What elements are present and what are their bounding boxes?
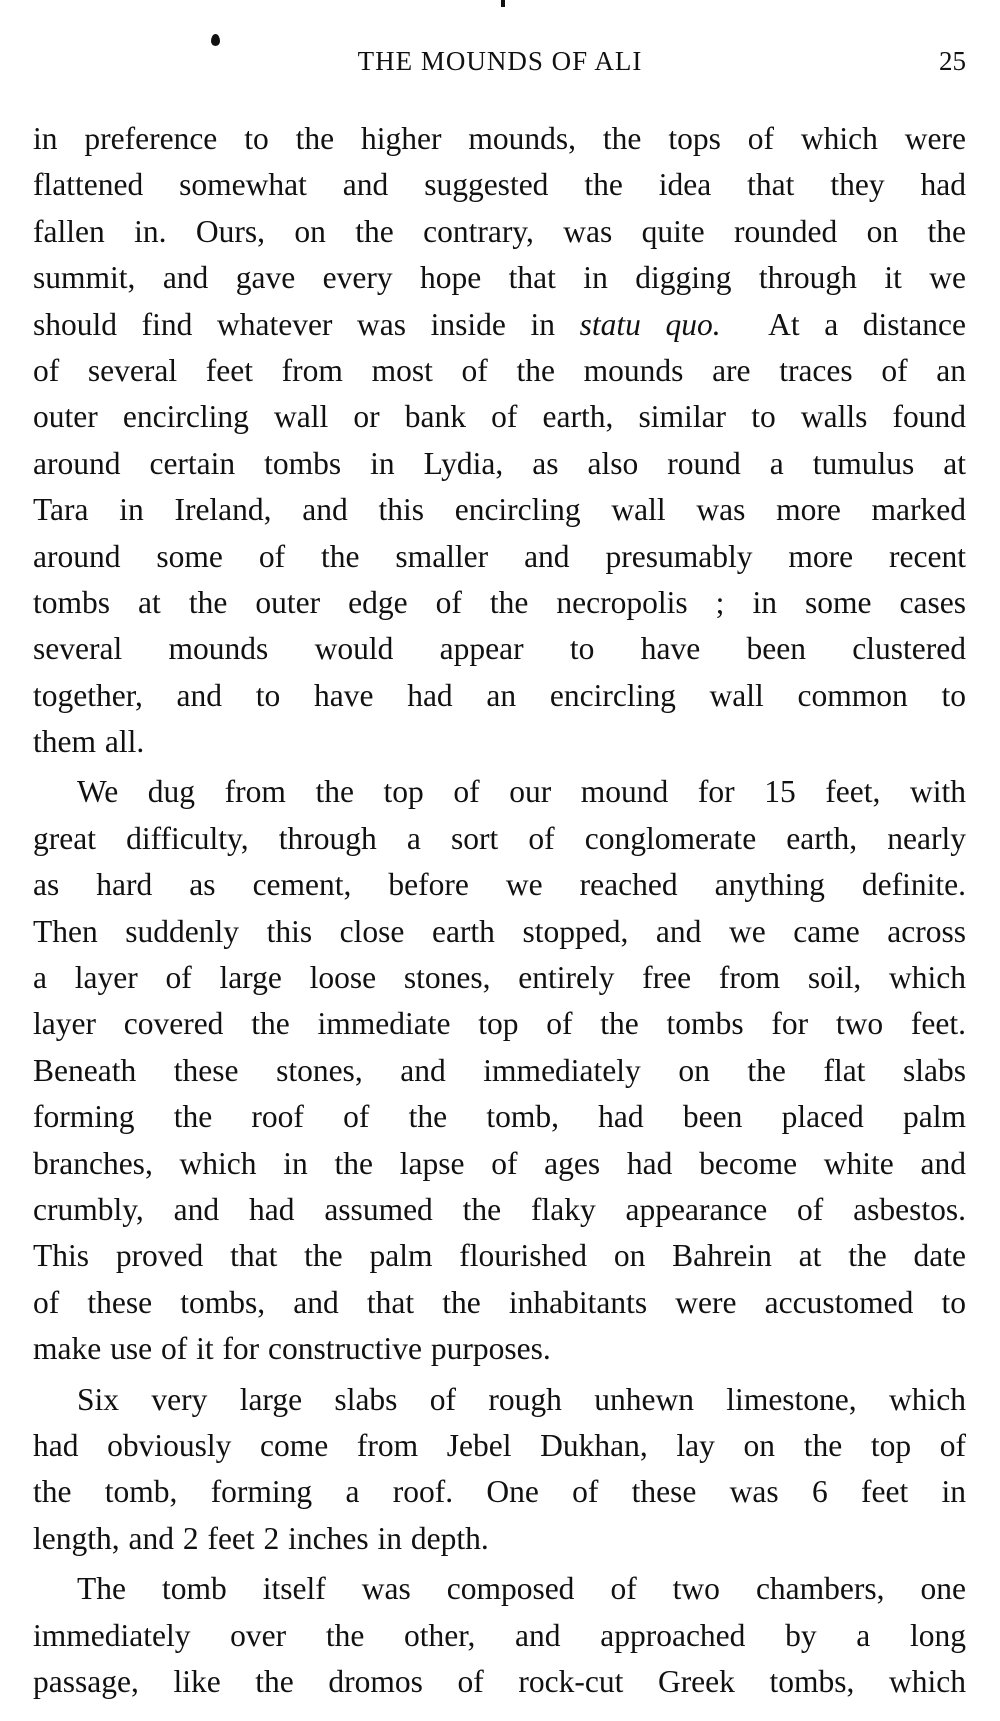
text-line: passage, like the dromos of rock-cut Greek tombs, which bbox=[33, 1663, 966, 1699]
text-line: length, and 2 feet 2 inches in depth. bbox=[33, 1520, 489, 1556]
text-line: crumbly, and had assumed the flaky appearance of asbestos. bbox=[33, 1191, 966, 1227]
text-line: We dug from the top of our mound for 15 feet, with bbox=[77, 774, 966, 810]
paragraph bbox=[33, 1377, 966, 1563]
text-line: This proved that the palm flourished on Bahrein at the date bbox=[33, 1238, 966, 1274]
text-line: of these tombs, and that the inhabitants were accustomed to bbox=[33, 1284, 966, 1320]
text-line: layer covered the immediate top of the tombs for two feet. bbox=[33, 1006, 966, 1042]
running-title: THE MOUNDS OF ALI bbox=[357, 46, 643, 76]
text-line: summit, and gave every hope that in digging through it we bbox=[33, 260, 966, 296]
paragraph bbox=[33, 1566, 966, 1705]
page-number: 25 bbox=[939, 46, 966, 76]
text-line: great difficulty, through a sort of conglomerate earth, nearly bbox=[33, 820, 966, 856]
text-line bbox=[33, 302, 966, 348]
print-mark bbox=[501, 0, 505, 7]
text-line: forming the roof of the tomb, had been placed palm bbox=[33, 1099, 966, 1135]
paragraph bbox=[33, 769, 966, 1372]
page-header bbox=[0, 40, 1000, 80]
page-body bbox=[33, 116, 966, 1709]
text-line: them all. bbox=[33, 724, 145, 760]
text-line: together, and to have had an encircling wall common to bbox=[33, 677, 966, 713]
italic-phrase: statu quo. bbox=[579, 306, 721, 342]
text-segment: At a distance bbox=[720, 306, 966, 342]
paragraph bbox=[33, 116, 966, 765]
text-line: The tomb itself was composed of two chambers, one bbox=[77, 1571, 966, 1607]
text-line: flattened somewhat and suggested the idea that they had bbox=[33, 167, 966, 203]
text-line: in preference to the higher mounds, the tops of which were bbox=[33, 121, 966, 156]
text-line: tombs at the outer edge of the necropolis ; in some cases bbox=[33, 584, 966, 620]
text-line: a layer of large loose stones, entirely free from soil, which bbox=[33, 960, 966, 996]
text-line: outer encircling wall or bank of earth, similar to walls found bbox=[33, 399, 966, 435]
text-line: branches, which in the lapse of ages had become white and bbox=[33, 1145, 966, 1181]
text-line: as hard as cement, before we reached anything definite. bbox=[33, 867, 966, 903]
text-line: had obviously come from Jebel Dukhan, lay on the top of bbox=[33, 1427, 966, 1463]
text-line: around some of the smaller and presumably more recent bbox=[33, 538, 966, 574]
text-line: the tomb, forming a roof. One of these was 6 feet in bbox=[33, 1474, 966, 1510]
text-line: several mounds would appear to have been clustered bbox=[33, 631, 966, 667]
text-line: fallen in. Ours, on the contrary, was quite rounded on the bbox=[33, 213, 966, 249]
text-line: make use of it for constructive purposes. bbox=[33, 1331, 551, 1367]
text-line: Beneath these stones, and immediately on the flat slabs bbox=[33, 1052, 966, 1088]
text-line: immediately over the other, and approached by a long bbox=[33, 1617, 966, 1653]
text-line: Then suddenly this close earth stopped, and we came across bbox=[33, 913, 966, 949]
text-line: around certain tombs in Lydia, as also round a tumulus at bbox=[33, 445, 966, 481]
text-line: of several feet from most of the mounds are traces of an bbox=[33, 352, 966, 388]
text-line: Tara in Ireland, and this encircling wall was more marked bbox=[33, 492, 966, 528]
text-line: Six very large slabs of rough unhewn limestone, which bbox=[77, 1381, 966, 1417]
text-segment: should find whatever was inside in bbox=[33, 306, 580, 342]
